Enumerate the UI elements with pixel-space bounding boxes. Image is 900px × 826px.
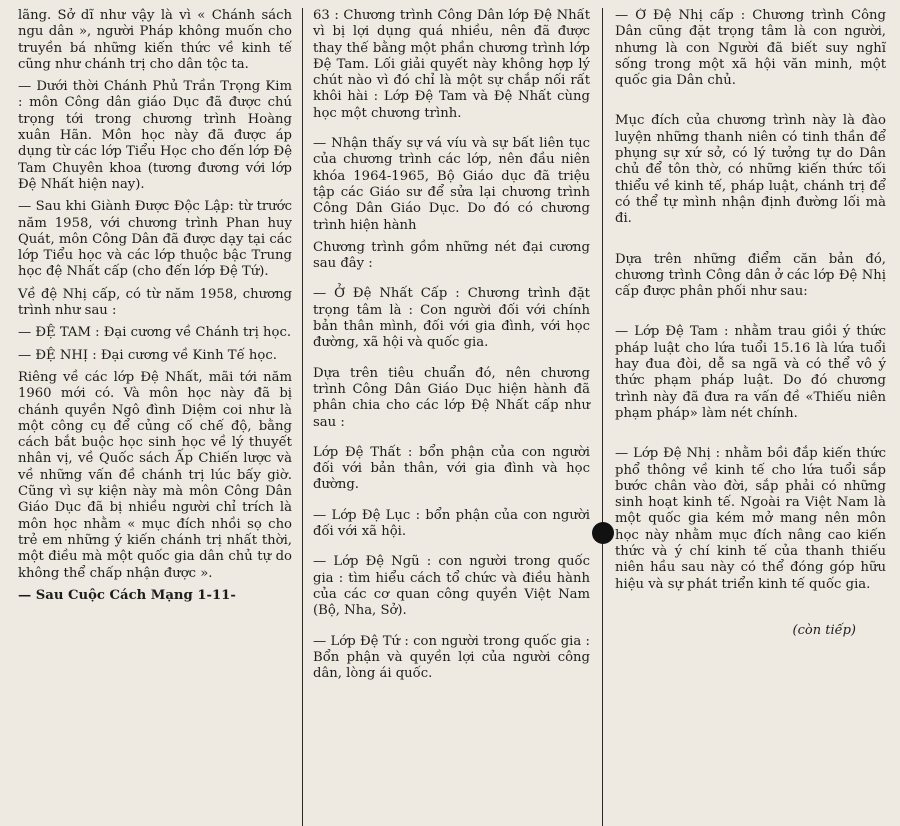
paragraph: Về đệ Nhị cấp, có từ năm 1958, chương trình như sau : [18,286,292,319]
paragraph: lãng. Sở dĩ như vậy là vì « Chánh sách ngu dân », người Pháp không muốn cho truyền bá những kiến thức về kinh tế cũng như chánh trị cho dân tộc ta. [18,8,292,72]
paragraph: — Lớp Đệ Nhị : nhằm bồi đắp kiến thức phổ thông về kinh tế cho lứa tuổi sắp bước chân vào đời, sắp phải có những sinh hoạt kinh tế. Ngoài ra Việt Nam là một quốc gia kém mở mang nên môn học này nhằm mục đích nâng cao kiến thức và ý chí kinh tế của thanh thiếu niên hầu sau này có thể đóng góp hữu hiệu và sự phát triển kinh tế quốc gia. [615,446,886,592]
text-column-1 [8,8,302,826]
paragraph: Mục đích của chương trình này là đào luyện những thanh niên có tinh thần để phụng sự xứ sở, có lý tưởng tự do Dân chủ để tôn thờ, có những kiến thức tối thiểu về kinh tế, pháp luật, chánh trị để có thể tự mình nhận định đường lối mà đi. [615,113,886,227]
paragraph: — Ở Đệ Nhị cấp : Chương trình Công Dân cũng đặt trọng tâm là con người, nhưng là con Người đã biết suy nghĩ sống trong một xã hội văn minh, một quốc gia Dân chủ. [615,8,886,89]
paragraph: — Lớp Đệ Ngũ : con người trong quốc gia : tìm hiểu cách tổ chức và điều hành của các cơ quan công quyền Việt Nam (Bộ, Nha, Sở). [313,554,590,619]
paragraph: — Dưới thời Chánh Phủ Trần Trọng Kim : môn Công dân giáo Dục đã được chú trọng tới trong chương trình Hoàng xuân Hãn. Môn học này đã được áp dụng từ các lớp Tiểu Học cho đến lớp Đệ Tam Chuyên khoa (tương đương với lớp Đệ Nhất hiện nay). [18,79,292,192]
paragraph: — Sau Cuộc Cách Mạng 1-11- [18,587,236,603]
paragraph: — Ở Đệ Nhất Cấp : Chương trình đặt trọng tâm là : Con người đối với chính bản thân mình, đối với gia đình, với học đường, xã hội và quốc gia. [313,286,590,351]
paragraph: — Lớp Đệ Tứ : con người trong quốc gia : Bổn phận và quyền lợi của người công dân, lòng ái quốc. [313,633,590,682]
paragraph: — Nhận thấy sự vá víu và sự bất liên tục của chương trình các lớp, nên đầu niên khóa 1964-1965, Bộ Giáo dục đã triệu tập các Giáo sư để sửa lại chương trình Công Dân Giáo Dục. Do đó có chương trình hiện hành [313,136,590,233]
paragraph: Lớp Đệ Thất : bổn phận của con người đối với bản thân, với gia đình và học đường. [313,444,590,493]
text-column-3 [602,8,892,826]
ink-blot [592,522,614,544]
continued-note: (còn tiếp) [792,622,856,638]
paragraph: Dựa trên những điểm căn bản đó, chương trình Công dân ở các lớp Đệ Nhị cấp được phân phối như sau: [615,251,886,300]
paragraph: Riêng về các lớp Đệ Nhất, mãi tới năm 1960 mới có. Và môn học này đã bị chánh quyền Ngô đình Diệm coi như là một công cụ để củng cố chế độ, bằng cách bắt buộc học sinh học về lý thuyết nhân vị, về Quốc sách Ấp Chiến lược và về những vấn đề chánh trị lúc bấy giờ. Cũng vì sự kiện này mà môn Công Dân Giáo Dục đã bị nhiều người chỉ trích là môn học nhằm « mục đích nhồi sọ cho trẻ em những ý kiến chánh trị nhất thời, một điều mà một quốc gia dân chủ tự do không thể chấp nhận được ». [18,369,292,581]
paragraph: 63 : Chương trình Công Dân lớp Đệ Nhất vì bị lợi dụng quá nhiều, nên đã được thay thế bằng một phần chương trình lớp Đệ Tam. Lối giải quyết này không hợp lý chút nào vì đó chỉ là một sự chắp nối rất khôi hài : Lớp Đệ Tam và Đệ Nhất cùng học một chương trình. [313,8,590,121]
paragraph: Dựa trên tiêu chuẩn đó, nên chương trình Công Dân Giáo Dục hiện hành đã phân chia cho các lớp Đệ Nhất cấp như sau : [313,365,590,430]
paragraph: — Lớp Đệ Tam : nhằm trau giồi ý thức pháp luật cho lứa tuổi 15.16 là lứa tuổi hay đua đòi, dễ sa ngã và có thể vô ý thức phạm pháp luật. Do đó chương trình này đã đưa ra vấn đề «Thiếu niên phạm pháp» làm nét chính. [615,324,886,421]
text-column-2 [302,8,602,826]
paragraph: — Sau khi Giành Được Độc Lập: từ trước năm 1958, với chương trình Phan huy Quát, môn Công Dân đã được dạy tại các lớp Tiểu học và các lớp thuộc bậc Trung học đệ Nhất cấp (cho đến lớp Đệ Tứ). [18,199,292,280]
paragraph: — ĐỆ TAM : Đại cương về Chánh trị học. [18,325,292,341]
paragraph: — Lớp Đệ Lục : bổn phận của con người đối với xã hội. [313,507,590,540]
paragraph: — ĐỆ NHỊ : Đại cương về Kinh Tế học. [18,347,277,363]
paragraph: Chương trình gồm những nét đại cương sau đây : [313,239,590,272]
